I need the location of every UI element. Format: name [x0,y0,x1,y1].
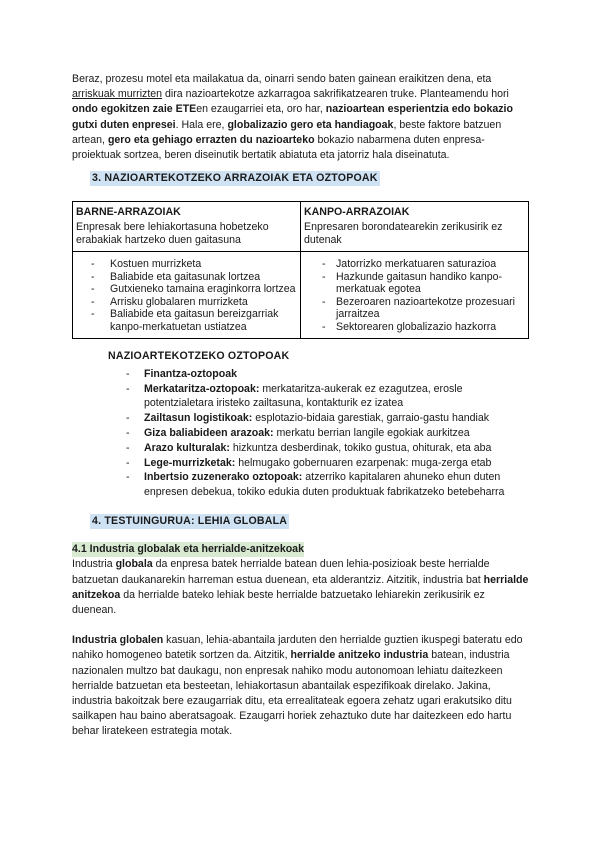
intro-bold-text: gero eta gehiago errazten du nazioarteko [107,133,315,146]
list-item [108,470,530,500]
list-item: - Gutxieneko tamaina eraginkorra lortzea [76,283,297,296]
obstacle-label: Merkataritza-oztopoak: [144,382,260,395]
obstacle-text: merkataritza-aukerak ez ezagutzea, erosle potentzialetara iristeko zailtasuna, kontakturik ez izatea [144,382,463,410]
intro-text: Beraz, prozesu motel eta mailakatua da, oinarri sendo baten gainean eraikitzen dena, eta [72,73,492,85]
internal-reasons-header [73,202,301,252]
obstacles-section [108,349,530,500]
body-text: da enpresa batek herrialde batean duen lehia-posizioak beste herrialde batzuetan daukanarekin harreman estua duenean, eta alderantziz. Aitzitik, industria bat [72,558,490,586]
obstacle-text: merkatu berrian langile egokiak aurkitzea [273,426,470,439]
paragraph-global-industries [72,633,530,739]
intro-text: bokazio nabarmena duten enpresa-proiektuak sortzea, beren diseinutik bertatik abiatuta eta jatorriz hala diseinatuta. [72,133,485,162]
list-item: - Hazkunde gaitasun handiko kanpo-merkatuak egotea [304,271,525,296]
list-item [108,441,530,456]
body-text: Industria [72,558,116,571]
list-item: - Baliabide eta gaitasunak lortzea [76,271,297,284]
obstacle-label: Giza baliabideen arazoak: [144,426,274,439]
external-reasons-list-cell [301,252,529,339]
obstacle-text: atzerriko kapitalaren ahuneko ehun duten enpresen debekua, tokiko edukia duten produktuak fabrikatzeko betebeharra [144,471,505,499]
paragraph-global-industry [72,557,530,618]
intro-text: en ezaugarriei eta, oro har, [196,103,326,116]
list-item [108,411,530,426]
intro-bold-text: ondo egokitzen zaie ETE [72,103,197,116]
body-bold-text: Industria globalen [72,634,164,647]
list-item: - Kostuen murrizketa [76,258,297,271]
list-item: - Arrisku globalaren murrizketa [76,296,297,309]
obstacle-label: Zailtasun logistikoak: [144,412,253,425]
internal-reasons-list [76,258,297,334]
list-item [108,426,530,441]
obstacle-text: esplotazio-bidaia garestiak, garraio-gastu handiak [252,412,490,425]
obstacles-list [108,367,530,500]
external-reasons-title: KANPO-ARRAZOIAK [304,206,410,219]
section-3-heading: 3. NAZIOARTEKOTZEKO ARRAZOIAK ETA OZTOPOAK [90,171,380,186]
body-bold-text: herrialde anitzekoa [72,573,529,601]
body-text: da herrialde bateko lehiak beste herrialde batzuetako lehiarekin zerikusirik ez duenean. [72,588,485,616]
list-item [108,456,530,471]
external-reasons-subtitle: Enpresaren borondatearekin zerikusirik ez dutenak [304,220,503,246]
list-item [108,382,530,412]
obstacles-title: NAZIOARTEKOTZEKO OZTOPOAK [108,349,290,362]
obstacle-label: Arazo kulturalak: [144,441,230,454]
list-item: - Sektorearen globalizazio hazkorra [304,321,525,334]
internal-reasons-subtitle: Enpresak bere lehiakortasuna hobetzeko erabakiak hartzeko duen gaitasuna [76,220,269,246]
intro-bold-text: nazioartean esperientzia edo bokazio gutxi duten enpresei [72,103,513,131]
intro-text: , beste faktore batzuen artean, [72,118,502,146]
internal-reasons-list-cell [73,252,301,339]
subsection-4-1-heading: 4.1 Industria globalak eta herrialde-anitzekoak [72,542,304,557]
obstacle-text: helmugako gobernuaren ezarpenak: muga-zerga etab [235,456,492,469]
intro-paragraph [72,72,530,163]
obstacle-text: hizkuntza desberdinak, tokiko gustua, ohiturak, eta aba [229,441,492,454]
obstacle-label: Inbertsio zuzenerako oztopoak: [144,471,303,484]
obstacle-label: Finantza-oztopoak [144,367,237,380]
body-bold-text: herrialde anitzeko industria [290,649,429,662]
section-4-heading: 4. TESTUINGURUA: LEHIA GLOBALA [90,514,289,529]
intro-text: dira nazioartekotze azkarragoa sakrifikatzearen truke. Planteamendu hori [162,88,509,101]
list-item: - Bezeroaren nazioartekotze prozesuari jarraitzea [304,296,525,321]
obstacle-label: Lege-murrizketak: [144,456,236,469]
list-item: - Baliabide eta gaitasun bereizgarriak kanpo-merkatuetan ustiatzea [76,308,297,333]
reasons-table [72,201,529,338]
intro-underlined-text: arriskuak murrizten [72,88,163,101]
external-reasons-list [304,258,525,334]
body-bold-text: globala [115,558,153,571]
list-item: - Jatorrizko merkatuaren saturazioa [304,258,525,271]
external-reasons-header [301,202,529,252]
internal-reasons-title: BARNE-ARRAZOIAK [76,206,181,219]
document-page [72,72,530,740]
body-text: kasuan, lehia-abantaila jarduten den herrialde guztien ikuspegi bateratu edo nahiko homogeneo batetik sortzen da. Aitzitik, [72,634,523,662]
body-text: batean, industria nazionalen multzo bat daukagu, non enpresak nahiko modu autonomoan lehiatu daitezkeen herrialde batzuetan eta besteetan, lehiakortasun abantailak espezifikoak direlako. Jakina, industria bakoitzak bere ezaugarriak ditu, eta errealitateak egoera zehatz ugari erakutsiko ditu sailkapen hau baino aberatsagoak. Ezaugarri horiek zehaztuko dute har daitezkeen edo hartu behar liratekeen estrategia motak. [72,649,512,738]
list-item [108,367,530,382]
intro-text: . Hala ere, [175,118,228,131]
intro-bold-text: globalizazio gero eta handiagoak [227,118,394,131]
